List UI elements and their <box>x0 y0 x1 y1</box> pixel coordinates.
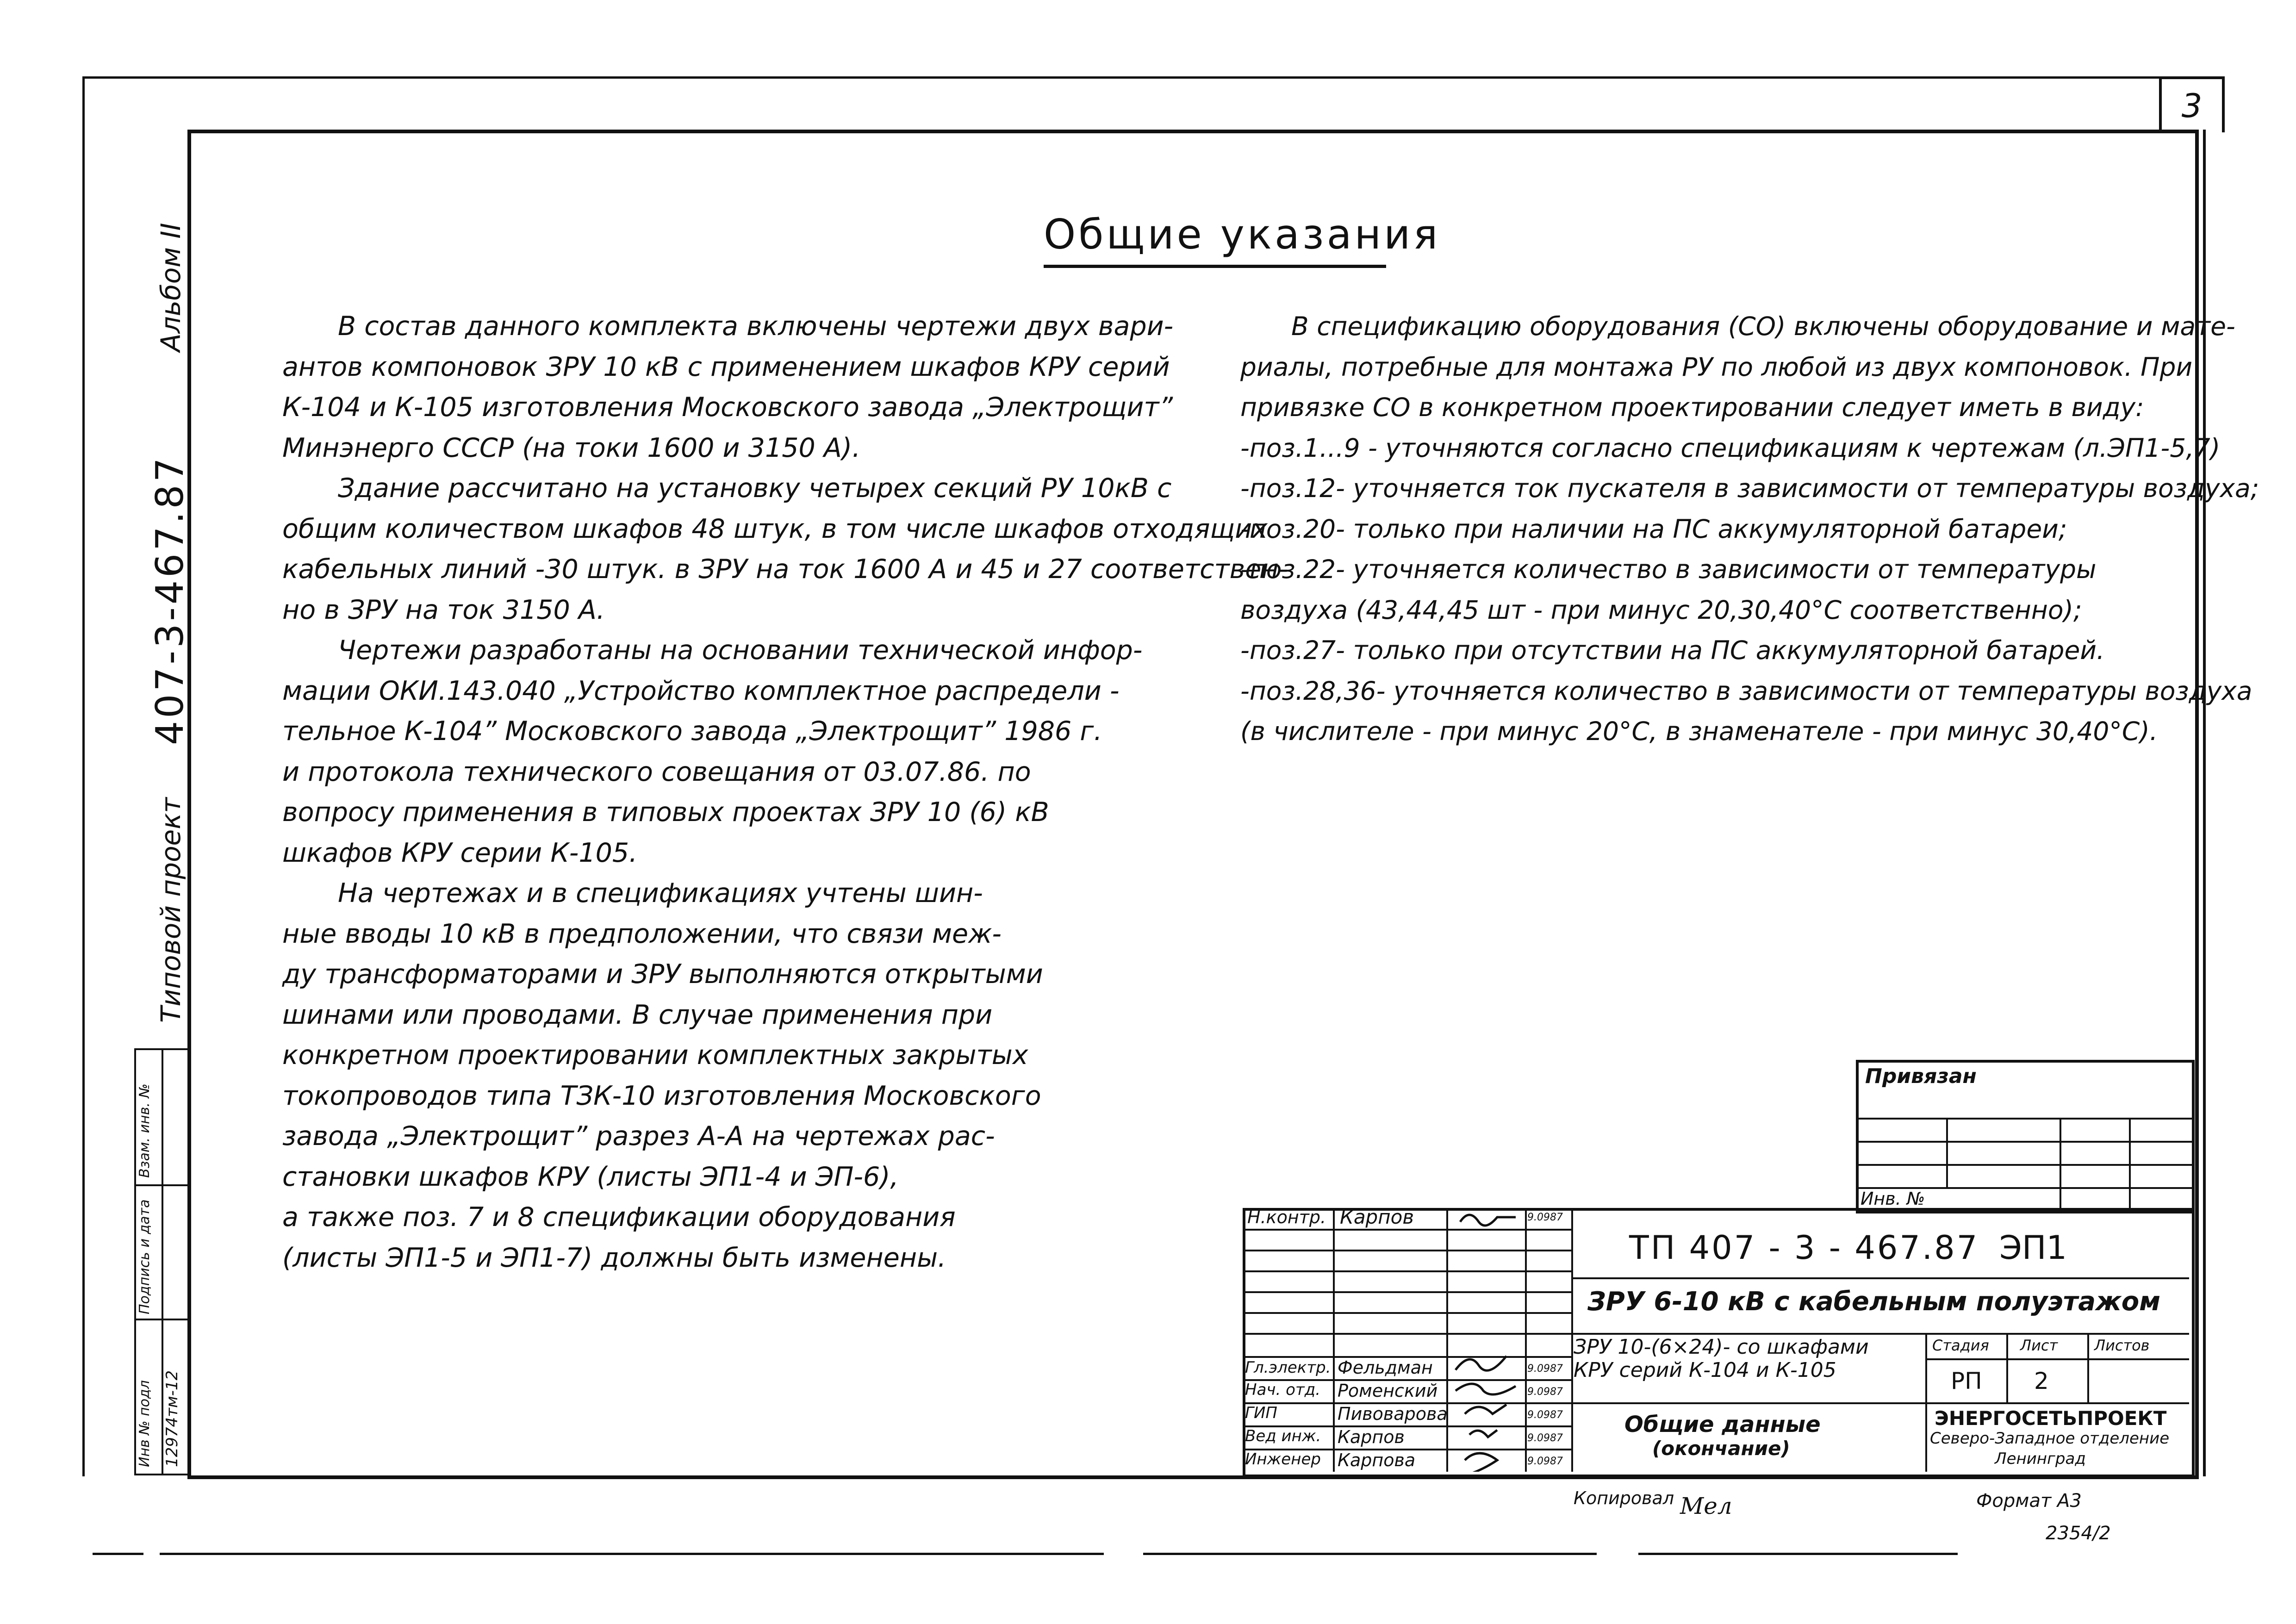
text-line: привязке СО в конкретном проектировании следует иметь в виду: <box>1240 392 2144 422</box>
text-line: шкафов КРУ серии К-105. <box>282 837 638 868</box>
text-line: общим количеством шкафов 48 штук, в том числе шкафов отходящих <box>282 513 1268 544</box>
text-line: антов компоновок ЗРУ 10 кВ с применением шкафов КРУ серий <box>282 351 1170 382</box>
text-line: -поз.28,36- уточняется количество в зависимости от температуры воздуха <box>1240 676 2252 706</box>
text-line: Минэнерго СССР (на токи 1600 и 3150 А). <box>282 432 861 463</box>
sig-name: Фельдман <box>1338 1357 1433 1378</box>
text-line: токопроводов типа ТЗК-10 изготовления Московского <box>282 1080 1041 1111</box>
text-line: Чертежи разработаны на основании технической инфор- <box>338 635 1143 666</box>
signature-mark <box>1456 1384 1516 1394</box>
sig-date: 9.0987 <box>1527 1363 1563 1375</box>
album-label: Альбом II <box>155 223 187 352</box>
text-line: риалы, потребные для монтажа РУ по любой из двух компоновок. При <box>1240 352 2193 382</box>
text-line: завода „Электрощит” разрез А-А на чертежах рас- <box>282 1121 995 1151</box>
text-line: становки шкафов КРУ (листы ЭП1-4 и ЭП-6), <box>282 1161 899 1192</box>
text-line: -поз.12- уточняется ток пускателя в зависимости от температуры воздуха; <box>1240 473 2259 503</box>
sig-role: Н.контр. <box>1247 1207 1326 1227</box>
sig-date: 9.0987 <box>1527 1409 1563 1421</box>
sig-name: Карпов <box>1340 1206 1414 1228</box>
org-branch: Северо-Западное отделение <box>1930 1429 2170 1448</box>
project-code: 407-3-467.87 <box>148 455 192 745</box>
text-line: (листы ЭП1-5 и ЭП1-7) должны быть изменены. <box>282 1242 946 1273</box>
signatures-svg <box>1446 1203 1525 1472</box>
dash-line <box>93 1553 143 1555</box>
text-line: конкретном проектировании комплектных закрытых <box>282 1040 1028 1070</box>
text-line: вопросу применения в типовых проектах ЗРУ 10 (6) кВ <box>282 797 1049 828</box>
archive-number: 2354/2 <box>2046 1523 2111 1544</box>
project-subname-1: ЗРУ 10-(6×24)- со шкафами <box>1574 1335 1869 1359</box>
sig-name: Пивоварова <box>1338 1404 1448 1424</box>
text-line: -поз.20- только при наличии на ПС аккумуляторной батареи; <box>1240 514 2067 544</box>
text-line: ду трансформаторами и ЗРУ выполняются открытыми <box>282 959 1043 989</box>
sig-role: Вед инж. <box>1245 1427 1321 1445</box>
privyazan-label: Привязан <box>1865 1064 1977 1088</box>
format-label: Формат А3 <box>1976 1490 2082 1512</box>
text-line: (в числителе - при минус 20°С, в знаменателе - при минус 30,40°С). <box>1240 716 2158 746</box>
signature-mark <box>1469 1430 1497 1437</box>
project-name: ЗРУ 6-10 кВ с кабельным полуэтажом <box>1587 1287 2161 1317</box>
signature-mark <box>1460 1215 1516 1226</box>
dash-line <box>1143 1553 1597 1555</box>
stamp-inv-value: 12974тм-12 <box>163 1370 181 1467</box>
sheet-label: Лист <box>2020 1337 2058 1354</box>
project-type: Типовой проект <box>155 797 187 1023</box>
text-line: кабельных линий -30 штук. в ЗРУ на ток 1600 А и 45 и 27 соответствен- <box>282 554 1288 585</box>
sig-role: Гл.электр. <box>1245 1358 1331 1377</box>
sheet-code: ЭП1 <box>1999 1229 2067 1267</box>
doc-title-2: (окончание) <box>1652 1437 1790 1460</box>
text-line: В состав данного комплекта включены чертежи двух вари- <box>338 311 1174 342</box>
text-line: К-104 и К-105 изготовления Московского завода „Электрощит” <box>282 392 1173 423</box>
text-line: -поз.27- только при отсутствии на ПС аккумуляторной батарей. <box>1240 635 2105 665</box>
sig-name: Карпова <box>1338 1450 1416 1470</box>
sig-date: 9.0987 <box>1527 1386 1563 1398</box>
dash-line <box>1638 1553 1958 1555</box>
title-underline <box>1044 265 1386 268</box>
inv-no-label: Инв. № <box>1860 1188 1925 1209</box>
sig-date: 9.0987 <box>1527 1456 1563 1467</box>
org-name: ЭНЕРГОСЕТЬПРОЕКТ <box>1935 1407 2167 1430</box>
sig-date: 9.0987 <box>1527 1212 1563 1223</box>
sig-role: Нач. отд. <box>1245 1381 1321 1399</box>
sheets-label: Листов <box>2094 1337 2150 1354</box>
doc-code: ТП 407 - 3 - 467.87 <box>1629 1229 1979 1267</box>
org-city: Ленинград <box>1995 1450 2086 1468</box>
text-line: шинами или проводами. В случае применения при <box>282 999 993 1030</box>
stamp-vzam: Взам. инв. № <box>137 1083 153 1178</box>
signature-mark <box>1465 1405 1506 1414</box>
text-line: воздуха (43,44,45 шт - при минус 20,30,40°С соответственно); <box>1240 595 2082 625</box>
project-subname-2: КРУ серий К-104 и К-105 <box>1574 1358 1836 1382</box>
signature-mark <box>1465 1453 1497 1472</box>
text-line: тельное К-104” Московского завода „Электрощит” 1986 г. <box>282 716 1102 747</box>
copied-label: Копировал <box>1574 1488 1674 1508</box>
sig-role: ГИП <box>1245 1404 1277 1422</box>
text-line: и протокола технического совещания от 03.07.86. по <box>282 756 1031 787</box>
text-line: На чертежах и в спецификациях учтены шин- <box>338 878 983 908</box>
signature-mark <box>1456 1356 1506 1370</box>
stamp-inv: Инв № подл <box>137 1380 153 1467</box>
text-line: Здание рассчитано на установку четырех секций РУ 10кВ с <box>338 473 1172 504</box>
sig-name: Карпов <box>1338 1427 1405 1447</box>
text-line: -поз.22- уточняется количество в зависимости от температуры <box>1240 554 2097 584</box>
text-line: но в ЗРУ на ток 3150 А. <box>282 594 605 625</box>
text-line: а также поз. 7 и 8 спецификации оборудования <box>282 1202 956 1232</box>
text-line: -поз.1...9 - уточняются согласно спецификациям к чертежам (л.ЭП1-5,7) <box>1240 433 2221 463</box>
sig-name: Роменский <box>1338 1381 1438 1401</box>
sheet-number-box <box>2159 76 2225 132</box>
stamp-podpis: Подпись и дата <box>137 1199 153 1314</box>
sheet-number: 3 <box>2181 87 2203 125</box>
dash-line <box>160 1553 1104 1555</box>
text-line: В спецификацию оборудования (СО) включены оборудование и мате- <box>1291 311 2235 341</box>
right-text-block <box>1240 306 2259 752</box>
stage-label: Стадия <box>1932 1337 1989 1354</box>
doc-title-1: Общие данные <box>1624 1412 1821 1437</box>
stage-value: РП <box>1951 1368 1982 1394</box>
copied-signature: Мел <box>1680 1493 1732 1519</box>
page-title: Общие указания <box>1044 211 1441 258</box>
text-line: ные вводы 10 кВ в предположении, что связи меж- <box>282 918 1002 949</box>
sig-role: Инженер <box>1245 1450 1321 1468</box>
text-line: мации ОКИ.143.040 „Устройство комплектное распредели - <box>282 675 1120 706</box>
sig-date: 9.0987 <box>1527 1432 1563 1444</box>
sheet-value: 2 <box>2034 1368 2049 1394</box>
